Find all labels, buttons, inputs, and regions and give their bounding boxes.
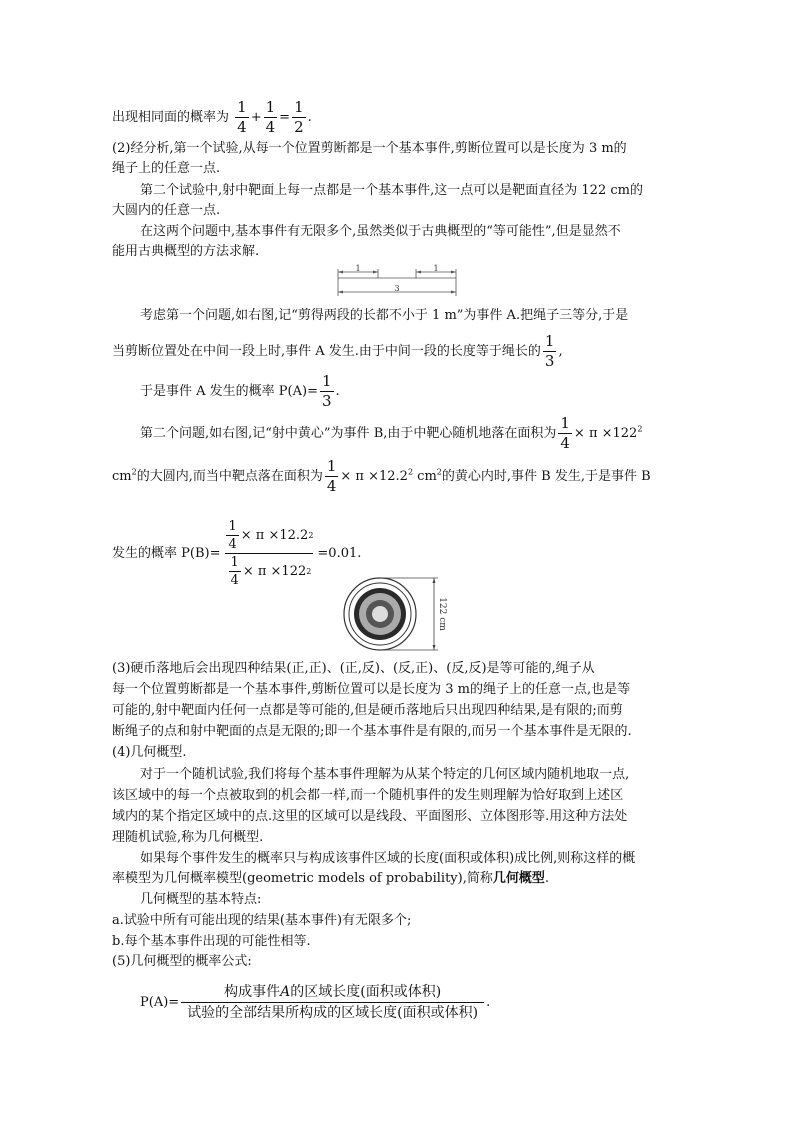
fraction (264, 100, 278, 135)
paragraph-line (112, 334, 563, 369)
denominator: 4 (237, 118, 247, 136)
text: × π ×12.2 (340, 469, 408, 484)
formula-numerator (218, 985, 447, 1002)
denominator: 4 (560, 434, 570, 452)
fraction (235, 100, 249, 135)
text: 发生的概率 P(B)= (112, 546, 221, 561)
paragraph-line: 几何概型的基本特点: (140, 892, 262, 907)
text: 的黄心内时,事件 B 发生,于是事件 B (441, 469, 651, 484)
formula-denominator: 试验的全部结果所构成的区域长度(面积或体积) (181, 1002, 484, 1020)
period: . (335, 384, 340, 399)
numerator (222, 520, 315, 553)
paragraph-line: (3)硬币落地后会出现四种结果(正,正)、(正,反)、(反,正)、(反,反)是等可能的,绳子从 (112, 661, 595, 676)
text: 率模型为几何概率模型(geometric models of probability),简称 (112, 871, 493, 886)
text: cm (413, 469, 437, 484)
text: =0.01. (317, 546, 362, 561)
paragraph-line: 该区域中的每一个点被取到的机会都一样,而一个随机事件的发生则理解为恰好取到上述区 (112, 788, 624, 803)
superscript: 2 (306, 566, 312, 576)
text: 出现相同面的概率为 (112, 110, 230, 125)
text: 的区域长度(面积或体积) (290, 984, 442, 1000)
section-heading: (5)几何概型的概率公式: (112, 954, 252, 969)
denominator: 2 (294, 118, 304, 136)
text: × π ×12.2 (240, 528, 309, 543)
text: 构成事件 (224, 984, 281, 1000)
text: × π ×122 (242, 564, 307, 579)
paragraph-line (140, 374, 340, 409)
numerator: 1 (228, 519, 237, 534)
plus-sign: + (250, 110, 262, 125)
fraction (320, 374, 334, 409)
period: . (544, 871, 550, 886)
formula-lhs: P(A)= (140, 995, 180, 1010)
compound-fraction (222, 520, 315, 587)
denominator: 4 (228, 537, 237, 552)
numerator: 1 (560, 414, 570, 432)
target-diagram (340, 574, 460, 654)
section-heading: (4)几何概型. (112, 745, 187, 760)
bold-term: 几何概型 (492, 871, 545, 886)
fraction (558, 416, 572, 451)
text: 的大圆内,而当中靶点落在面积为 (136, 469, 323, 484)
numerator: 1 (321, 372, 332, 390)
denominator: 4 (326, 477, 337, 495)
denominator: 3 (321, 392, 332, 410)
denominator (225, 553, 314, 587)
paragraph-line: 可能的,射中靶面内任何一点都是等可能的,但是硬币落地后只出现四种结果,是有限的;而剪 (112, 703, 623, 718)
period: . (307, 110, 312, 125)
rope-segment-1-label: 1 (355, 264, 361, 273)
paragraph-line (112, 520, 361, 587)
numerator: 1 (230, 555, 239, 570)
text: 当剪断位置处在中间一段上时,事件 A 发生.由于中间一段的长度等于绳长的 (112, 344, 541, 359)
list-item: b.每个基本事件出现的可能性相等. (112, 934, 311, 949)
paragraph-line: 每一个位置剪断都是一个基本事件,剪断位置可以是长度为 3 m的绳子上的任意一点,也是等 (112, 682, 631, 697)
paragraph-line: (2)经分析,第一个试验,从每一个位置剪断都是一个基本事件,剪断位置可以是长度为 3 m的 (112, 141, 627, 156)
numerator: 1 (237, 98, 247, 116)
period: . (486, 995, 491, 1010)
text: cm (112, 469, 132, 484)
target-diameter-label: 122 cm (437, 597, 447, 631)
formula-fraction (181, 985, 484, 1020)
paragraph-line: 考虑第一个问题,如右图,记“剪得两段的长都不小于 1 m”为事件 A.把绳子三等分,于是 (140, 308, 629, 323)
numerator: 1 (544, 332, 555, 350)
fraction (292, 100, 306, 135)
text: 第二个问题,如右图,记“射中黄心”为事件 B,由于中靶心随机地落在面积为 (140, 426, 557, 441)
superscript: 2 (131, 467, 137, 477)
fraction (229, 556, 241, 587)
paragraph-line (140, 416, 642, 451)
line-probability-same-face (112, 100, 312, 135)
rope-total-label: 3 (394, 284, 400, 293)
paragraph-line: 断绳子的点和射中靶面的点是无限的;即一个基本事件是有限的,而另一个基本事件是无限的. (112, 724, 632, 739)
list-item: a.试验中所有可能出现的结果(基本事件)有无限多个; (112, 913, 412, 928)
equals-sign: = (279, 110, 291, 125)
comma: , (558, 344, 563, 359)
variable: A (280, 984, 291, 1000)
denominator: 3 (544, 352, 555, 370)
fraction (226, 520, 238, 551)
paragraph-line: 域内的某个指定区域中的点.这里的区域可以是线段、平面图形、立体图形等.用这种方法处 (112, 809, 628, 824)
denominator: 4 (265, 118, 276, 136)
paragraph-line: 第二个试验中,射中靶面上每一点都是一个基本事件,这一点可以是靶面直径为 122 cm的 (140, 183, 643, 198)
text: 于是事件 A 发生的概率 P(A)= (140, 384, 318, 399)
rope-segment-2-label: 1 (433, 264, 439, 273)
fraction (543, 334, 557, 369)
numerator: 1 (326, 457, 337, 475)
paragraph-line (112, 869, 549, 889)
numerator: 1 (265, 98, 276, 116)
paragraph-line: 如果每个事件发生的概率只与构成该事件区域的长度(面积或体积)成比例,则称这样的概 (140, 851, 636, 866)
text: × π ×122 (573, 426, 638, 441)
superscript: 2 (436, 467, 442, 477)
paragraph-line: 绳子上的任意一点. (112, 161, 221, 176)
paragraph-line: 对于一个随机试验,我们将每个基本事件理解为从某个特定的几何区域内随机地取一点, (140, 767, 630, 782)
superscript: 2 (308, 530, 314, 540)
denominator: 4 (230, 573, 239, 588)
paragraph-line: 能用古典概型的方法求解. (112, 244, 260, 259)
paragraph-line: 理随机试验,称为几何概型. (112, 830, 264, 845)
paragraph-line (112, 459, 651, 494)
paragraph-line: 大圆内的任意一点. (112, 203, 221, 218)
paragraph-line: 在这两个问题中,基本事件有无限多个,虽然类似于古典概型的“等可能性”,但是显然不 (140, 224, 621, 239)
rope-diagram (330, 264, 465, 300)
fraction (325, 459, 339, 494)
formula-geometric-probability (140, 985, 490, 1020)
superscript: 2 (637, 424, 643, 434)
numerator: 1 (294, 98, 304, 116)
superscript: 2 (407, 467, 414, 477)
